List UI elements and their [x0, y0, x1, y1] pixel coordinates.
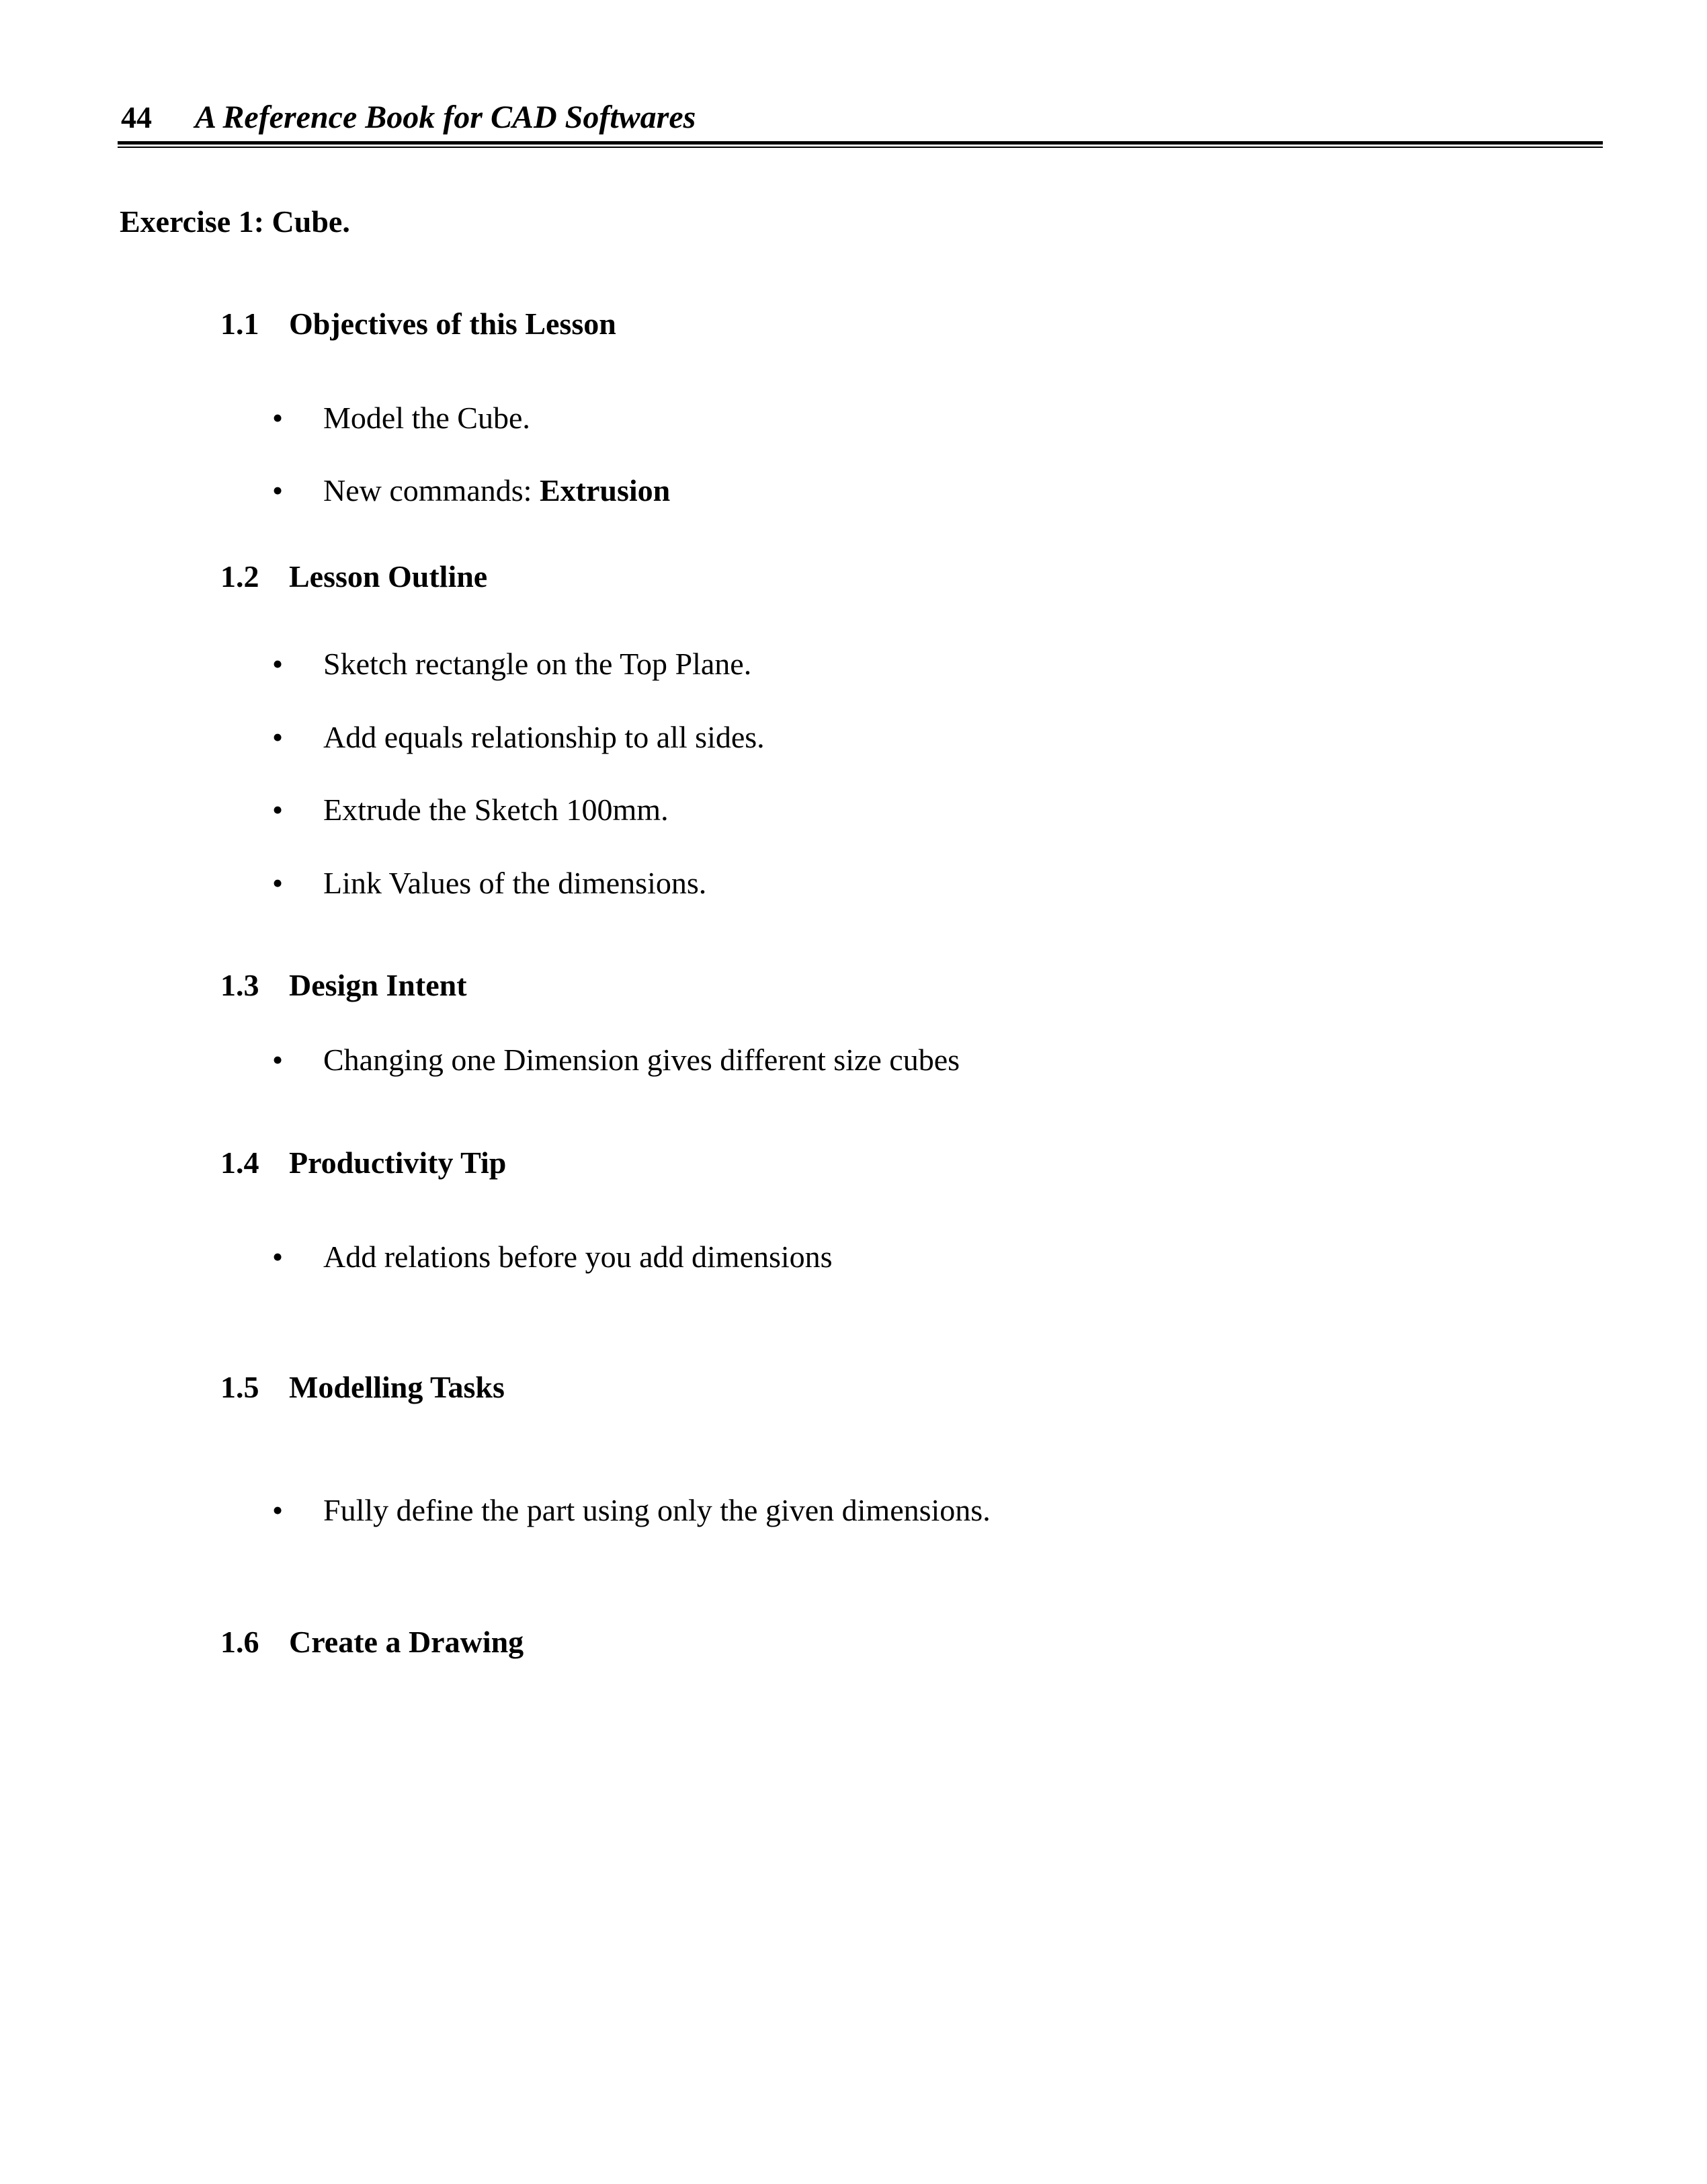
section-title: Lesson Outline: [289, 559, 488, 594]
list-item: [272, 1040, 960, 1080]
section-number: 1.4: [220, 1145, 259, 1180]
list-item-text: Link Values of the dimensions.: [323, 866, 707, 900]
list-item-text: Add equals relationship to all sides.: [323, 720, 765, 754]
list-item: [272, 863, 706, 903]
section-number: 1.3: [220, 968, 259, 1002]
section-heading-objectives: [220, 304, 616, 344]
section-title: Objectives of this Lesson: [289, 307, 616, 341]
page-number: 44: [121, 100, 152, 134]
bullet-icon: •: [272, 647, 284, 681]
bullet-icon: •: [272, 866, 284, 900]
list-item: [272, 398, 530, 438]
bullet-icon: •: [272, 720, 284, 754]
list-item: [272, 1237, 833, 1277]
section-heading-create-drawing: [220, 1622, 524, 1662]
list-item: [272, 790, 669, 830]
list-item-text: Sketch rectangle on the Top Plane.: [323, 647, 752, 681]
bullet-icon: •: [272, 1493, 284, 1527]
running-header: [118, 97, 1603, 138]
list-item-text: Model the Cube.: [323, 401, 530, 435]
section-title: Create a Drawing: [289, 1625, 524, 1659]
list-item-text: Fully define the part using only the given dimensions.: [323, 1493, 991, 1527]
list-item: [272, 644, 751, 684]
section-number: 1.1: [220, 307, 259, 341]
list-item-text: New commands:: [323, 473, 540, 508]
section-heading-modelling-tasks: [220, 1367, 505, 1408]
header-rule-thick: [118, 141, 1603, 145]
exercise-title: Exercise 1: Cube.: [120, 204, 350, 239]
header-rule-thin: [118, 147, 1603, 148]
list-item: [272, 1490, 991, 1531]
section-title: Design Intent: [289, 968, 467, 1002]
bullet-icon: •: [272, 793, 284, 827]
book-title: A Reference Book for CAD Softwares: [195, 99, 696, 135]
section-number: 1.2: [220, 559, 259, 594]
bullet-icon: •: [272, 1240, 284, 1274]
list-item: [272, 471, 670, 511]
section-title: Productivity Tip: [289, 1145, 507, 1180]
section-number: 1.5: [220, 1370, 259, 1404]
bullet-icon: •: [272, 473, 284, 508]
bullet-icon: •: [272, 401, 284, 435]
section-heading-lesson-outline: [220, 557, 487, 597]
section-number: 1.6: [220, 1625, 259, 1659]
list-item: [272, 717, 765, 758]
section-heading-design-intent: [220, 965, 467, 1006]
list-item-text: Add relations before you add dimensions: [323, 1240, 833, 1274]
section-heading-productivity-tip: [220, 1143, 506, 1183]
list-item-text: Changing one Dimension gives different size cubes: [323, 1043, 960, 1077]
bullet-icon: •: [272, 1043, 284, 1077]
section-title: Modelling Tasks: [289, 1370, 505, 1404]
list-item-text: Extrude the Sketch 100mm.: [323, 793, 669, 827]
command-name: Extrusion: [539, 473, 671, 508]
